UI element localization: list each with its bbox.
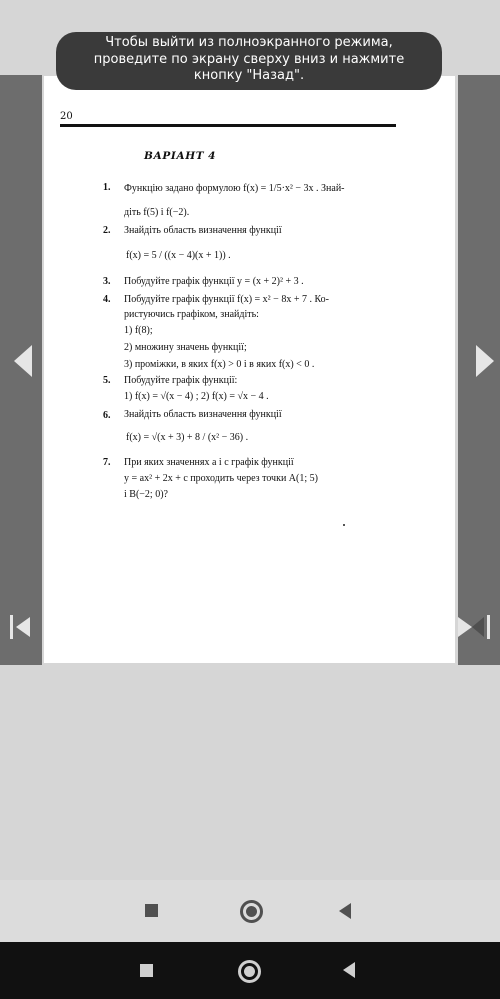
problem-text-line: 1) f(8); (124, 325, 153, 336)
problem-text-line: і B(−2; 0)? (124, 489, 168, 500)
banner-line-1: Чтобы выйти из полноэкранного режима, (105, 35, 393, 50)
recents-square-icon[interactable] (145, 904, 158, 917)
home-circle-icon[interactable] (238, 960, 261, 983)
next-page-icon[interactable] (476, 345, 494, 377)
problem-number: 6. (103, 410, 111, 421)
header-rule (60, 124, 396, 127)
problem-text-line: f(x) = 5 / ((x − 4)(x + 1)) . (126, 250, 231, 261)
problem-number: 4. (103, 294, 111, 305)
problem-number: 7. (103, 457, 111, 468)
problem-text-line: ристуючись графіком, знайдіть: (124, 309, 259, 320)
back-triangle-icon[interactable] (343, 962, 355, 978)
fullscreen-hint-banner (56, 32, 442, 90)
problem-text-line: y = ax² + 2x + c проходить через точки A(1; 5) (124, 473, 318, 484)
page-number: 20 (60, 111, 73, 122)
problem-text-line: діть f(5) і f(−2). (124, 207, 190, 218)
last-page-icon[interactable] (466, 615, 490, 639)
problem-text-line: При яких значеннях a і c графік функції (124, 457, 294, 468)
recents-square-icon[interactable] (140, 964, 153, 977)
problem-text-line: 3) проміжки, в яких f(x) > 0 і в яких f(x) < 0 . (124, 359, 315, 370)
problem-text-line: 1) f(x) = √(x − 4) ; 2) f(x) = √x − 4 . (124, 391, 269, 402)
problem-number: 3. (103, 276, 111, 287)
home-circle-icon[interactable] (240, 900, 263, 923)
problem-text-line: Функцію задано формулою f(x) = 1/5·x² − 3x . Знай- (124, 183, 345, 194)
right-side-panel (458, 75, 500, 665)
problem-text-line: Побудуйте графік функції: (124, 375, 238, 386)
problem-text-line: Побудуйте графік функції y = (x + 2)² + 3 . (124, 276, 304, 287)
banner-line-3: кнопку "Назад". (193, 68, 305, 83)
problem-text-line: Знайдіть область визначення функції (124, 225, 282, 236)
problem-text-line: Побудуйте графік функції f(x) = x² − 8x + 7 . Ко- (124, 294, 329, 305)
app-navigation-bar (0, 880, 500, 942)
problem-number: 1. (103, 182, 111, 193)
variant-title: ВАРІАНТ 4 (144, 150, 216, 162)
problem-number: 5. (103, 375, 111, 386)
problem-text-line: 2) множину значень функції; (124, 342, 247, 353)
back-triangle-icon[interactable] (339, 903, 351, 919)
first-page-icon[interactable] (10, 615, 34, 639)
problem-text-line: f(x) = √(x + 3) + 8 / (x² − 36) . (126, 432, 249, 443)
scan-speck (343, 524, 345, 526)
banner-line-2: проведите по экрану сверху вниз и нажмите (93, 51, 405, 67)
previous-page-icon[interactable] (14, 345, 32, 377)
problem-number: 2. (103, 225, 111, 236)
problem-text-line: Знайдіть область визначення функції (124, 409, 282, 420)
left-side-panel (0, 75, 42, 665)
system-navigation-bar (0, 942, 500, 999)
